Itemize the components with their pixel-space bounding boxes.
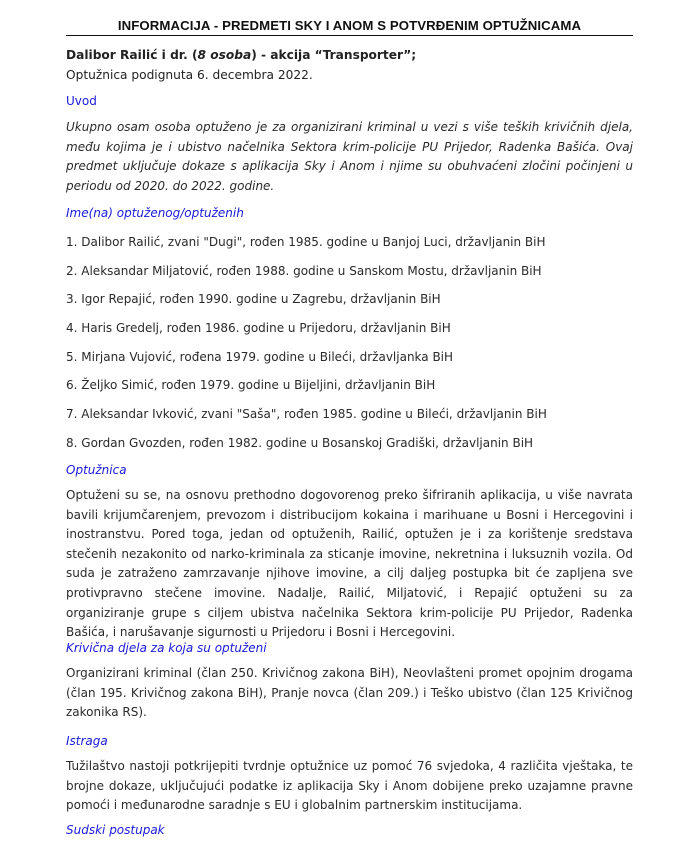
document-page <box>66 0 633 837</box>
case-name: Dalibor Railić i dr. ( <box>66 48 198 62</box>
accused-item: 2. Aleksandar Miljatović, rođen 1988. godine u Sanskom Mostu, državljanin BiH <box>66 263 542 278</box>
section-heading-investigation: Istraga <box>66 734 108 748</box>
section-heading-criminal-offenses: Krivična djela za koja su optuženi <box>66 641 267 655</box>
action-name: ) - akcija “Transporter”; <box>251 48 417 62</box>
accused-count: 8 osoba <box>197 48 252 62</box>
accused-item: 7. Aleksandar Ivković, zvani "Saša", rođen 1985. godine u Bileći, državljanin BiH <box>66 407 547 422</box>
section-heading-accused: Ime(na) optuženog/optuženih <box>66 206 244 220</box>
case-name-line <box>66 45 633 65</box>
indictment-date: Optužnica podignuta 6. decembra 2022. <box>66 68 313 82</box>
section-text-optuznica: Optuženi su se, na osnovu prethodno dogovorenog preko šifriranih aplikacija, u više navrata bavili krijumčarenjem, prevozom i distribucijom kokaina i marihuane u Bosni i Hercegovini i inostranstvu. Pored toga, jedan od optuženih, Railić, optužen je i za korištenje sredstava stečenih nezakonito od narko-kriminala za sticanje imovine, nekretnina i luksuznih vozila. Od suda je zatraženo zamrzavanje njihove imovine, a cilj daljeg postupka bit će zapljena sve protivpravno stečene imovine. Nadalje, Railić, Miljatović, i Repajić optuženi su za organiziranje grupe s ciljem ubistva načelnika Sektora krim-policije PU Prijedor, Radenka Bašića, i narušavanje sigurnosti u Prijedoru i Bosni i Hercegovini. <box>66 488 633 640</box>
accused-item: 4. Haris Gredelj, rođen 1986. godine u Prijedoru, državljanin BiH <box>66 321 451 336</box>
section-heading-court-proceedings: Sudski postupak <box>66 823 165 837</box>
section-text-criminal-offenses: Organizirani kriminal (član 250. Krivičnog zakona BiH), Neovlašteni promet opojnim drogama (član 195. Krivičnog zakona BiH), Pranje novca (član 209.) i Teško ubistvo (član 125 Krivičnog zakonika RS). <box>66 666 633 720</box>
section-heading-optuznica: Optužnica <box>66 463 127 477</box>
accused-item: 6. Željko Simić, rođen 1979. godine u Bijeljini, državljanin BiH <box>66 378 436 393</box>
accused-item: 3. Igor Repajić, rođen 1990. godine u Zagrebu, državljanin BiH <box>66 292 441 307</box>
section-text-investigation: Tužilaštvo nastoji potkrijepiti tvrdnje optužnice uz pomoć 76 svjedoka, 4 različita vještaka, te brojne dokaze, uključujući podatke iz aplikacija Sky i Anom dobijene preko uzajamne pravne pomoći i međunarodne saradnje s EU i globalnim partnerskim institucijama. <box>66 759 633 813</box>
accused-item: 1. Dalibor Railić, zvani "Dugi", rođen 1985. godine u Banjoj Luci, državljanin BiH <box>66 235 546 249</box>
accused-item: 5. Mirjana Vujović, rođena 1979. godine u Bileći, državljanka BiH <box>66 349 454 364</box>
section-heading-uvod: Uvod <box>66 94 97 108</box>
case-header <box>66 45 633 85</box>
section-text-uvod: Ukupno osam osoba optuženo je za organizirani kriminal u vezi s više teških krivičnih djela, među kojima je i ubistvo načelnika Sektora krim-policije PU Prijedor, Radenka Bašića. Ovaj predmet uključuje dokaze s aplikacija Sky i Anom i njime su obuhvaćeni zločini počinjeni u periodu od 2020. do 2022. godine. <box>66 120 633 193</box>
document-title: INFORMACIJA - PREDMETI SKY I ANOM S POTVRĐENIM OPTUŽNICAMA <box>66 0 633 36</box>
accused-item: 8. Gordan Gvozden, rođen 1982. godine u Bosanskoj Gradiški, državljanin BiH <box>66 435 534 450</box>
accused-list <box>66 234 547 464</box>
